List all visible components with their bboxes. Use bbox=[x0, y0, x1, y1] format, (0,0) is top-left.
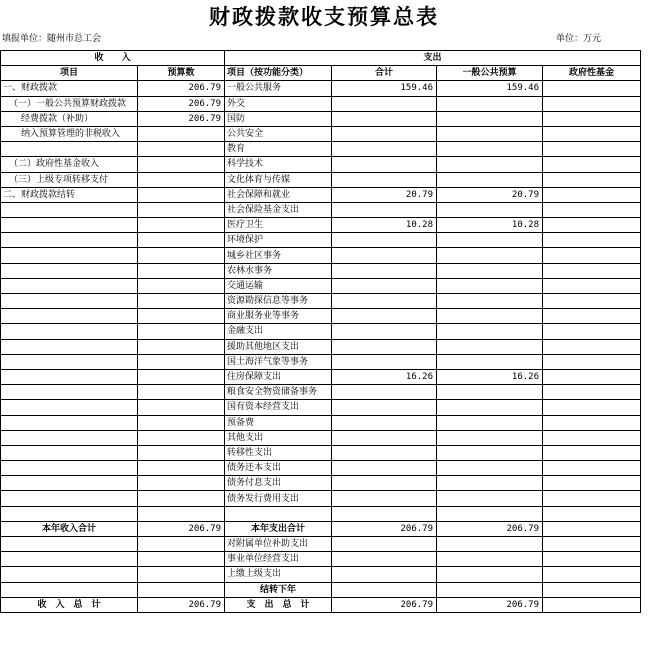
income-total-label: 收 入 总 计 bbox=[1, 597, 138, 612]
income-item bbox=[1, 248, 138, 263]
expense-fund bbox=[543, 111, 641, 126]
empty-cell bbox=[138, 552, 225, 567]
expense-total bbox=[332, 263, 437, 278]
expense-general bbox=[437, 445, 543, 460]
reporting-unit: 填报单位：随州市总工会 bbox=[2, 34, 102, 44]
income-amount bbox=[138, 142, 225, 157]
carry-forward-row bbox=[1, 582, 641, 597]
expense-item: 金融支出 bbox=[225, 324, 332, 339]
expense-general bbox=[437, 339, 543, 354]
expense-grand-total: 206.79 bbox=[332, 597, 437, 612]
income-amount bbox=[138, 506, 225, 521]
expense-total bbox=[332, 111, 437, 126]
expense-fund bbox=[543, 202, 641, 217]
income-amount bbox=[138, 309, 225, 324]
expense-item: 文化体育与传媒 bbox=[225, 172, 332, 187]
expense-total bbox=[332, 294, 437, 309]
expense-item: 社会保险基金支出 bbox=[225, 202, 332, 217]
col-header-budget: 预算数 bbox=[138, 66, 225, 81]
table-row bbox=[1, 111, 641, 126]
expense-fund bbox=[543, 491, 641, 506]
income-item bbox=[1, 415, 138, 430]
expense-total bbox=[332, 248, 437, 263]
expense-item: 环境保护 bbox=[225, 233, 332, 248]
expense-item: 住房保障支出 bbox=[225, 369, 332, 384]
expense-fund bbox=[543, 339, 641, 354]
table-row bbox=[1, 187, 641, 202]
expense-total bbox=[332, 354, 437, 369]
income-amount bbox=[138, 233, 225, 248]
expense-general bbox=[437, 157, 543, 172]
table-row bbox=[1, 461, 641, 476]
expense-item: 转移性支出 bbox=[225, 445, 332, 460]
expense-general bbox=[437, 202, 543, 217]
expense-general bbox=[437, 385, 543, 400]
expense-total: 159.46 bbox=[332, 81, 437, 96]
expense-total bbox=[332, 142, 437, 157]
income-item bbox=[1, 430, 138, 445]
income-item bbox=[1, 324, 138, 339]
income-item: 经费拨款（补助） bbox=[1, 111, 138, 126]
expense-general bbox=[437, 400, 543, 415]
year-expense-general: 206.79 bbox=[437, 521, 543, 536]
empty-cell bbox=[543, 582, 641, 597]
income-item: （二）政府性基金收入 bbox=[1, 157, 138, 172]
income-item bbox=[1, 506, 138, 521]
expense-general bbox=[437, 461, 543, 476]
expense-item: 公共安全 bbox=[225, 126, 332, 141]
table-row bbox=[1, 354, 641, 369]
income-item bbox=[1, 263, 138, 278]
income-item bbox=[1, 233, 138, 248]
expense-fund bbox=[543, 506, 641, 521]
income-item bbox=[1, 309, 138, 324]
table-row bbox=[1, 294, 641, 309]
expense-fund bbox=[543, 263, 641, 278]
expense-total bbox=[332, 172, 437, 187]
empty-cell bbox=[332, 552, 437, 567]
expense-fund bbox=[543, 415, 641, 430]
table-row bbox=[1, 476, 641, 491]
empty-cell bbox=[543, 552, 641, 567]
expense-item: 教育 bbox=[225, 142, 332, 157]
income-amount bbox=[138, 324, 225, 339]
expense-general bbox=[437, 172, 543, 187]
expense-total bbox=[332, 430, 437, 445]
empty-cell bbox=[543, 537, 641, 552]
income-amount bbox=[138, 491, 225, 506]
expense-general: 159.46 bbox=[437, 81, 543, 96]
income-amount bbox=[138, 400, 225, 415]
expense-general bbox=[437, 248, 543, 263]
expense-fund bbox=[543, 476, 641, 491]
expense-fund bbox=[543, 81, 641, 96]
table-row bbox=[1, 218, 641, 233]
expense-fund bbox=[543, 369, 641, 384]
table-row bbox=[1, 415, 641, 430]
table-body bbox=[1, 51, 641, 613]
income-amount: 206.79 bbox=[138, 96, 225, 111]
expense-item: 科学技术 bbox=[225, 157, 332, 172]
income-amount bbox=[138, 339, 225, 354]
expense-fund bbox=[543, 248, 641, 263]
expense-general bbox=[437, 354, 543, 369]
expense-general bbox=[437, 415, 543, 430]
table-row bbox=[1, 248, 641, 263]
expense-fund bbox=[543, 218, 641, 233]
empty-cell bbox=[437, 582, 543, 597]
expense-item: 国有资本经营支出 bbox=[225, 400, 332, 415]
col-header-item: 项目 bbox=[1, 66, 138, 81]
col-header-exp-item: 项目（按功能分类） bbox=[225, 66, 332, 81]
grand-total-row bbox=[1, 597, 641, 612]
expense-item: 上缴上级支出 bbox=[225, 567, 332, 582]
income-item: 纳入预算管理的非税收入 bbox=[1, 126, 138, 141]
expense-fund bbox=[543, 354, 641, 369]
empty-cell bbox=[543, 567, 641, 582]
empty-cell bbox=[1, 567, 138, 582]
income-amount bbox=[138, 278, 225, 293]
year-expense-fund bbox=[543, 521, 641, 536]
expense-fund bbox=[543, 430, 641, 445]
expense-fund bbox=[543, 126, 641, 141]
expense-general: 10.28 bbox=[437, 218, 543, 233]
col-header-general: 一般公共预算 bbox=[437, 66, 543, 81]
expense-general bbox=[437, 263, 543, 278]
table-row bbox=[1, 369, 641, 384]
expense-item: 国防 bbox=[225, 111, 332, 126]
expense-total bbox=[332, 506, 437, 521]
income-item: （一）一般公共预算财政拨款 bbox=[1, 96, 138, 111]
expense-item: 债务发行费用支出 bbox=[225, 491, 332, 506]
expense-total bbox=[332, 385, 437, 400]
expense-item: 医疗卫生 bbox=[225, 218, 332, 233]
col-header-fund: 政府性基金 bbox=[543, 66, 641, 81]
expense-item: 一般公共服务 bbox=[225, 81, 332, 96]
income-amount bbox=[138, 354, 225, 369]
expense-total bbox=[332, 324, 437, 339]
income-item: （三）上级专项转移支付 bbox=[1, 172, 138, 187]
table-row bbox=[1, 309, 641, 324]
income-amount bbox=[138, 430, 225, 445]
expense-general: 16.26 bbox=[437, 369, 543, 384]
expense-total: 20.79 bbox=[332, 187, 437, 202]
income-item bbox=[1, 202, 138, 217]
expense-general bbox=[437, 126, 543, 141]
expense-fund bbox=[543, 400, 641, 415]
expense-fund bbox=[543, 233, 641, 248]
expense-total bbox=[332, 461, 437, 476]
income-amount bbox=[138, 461, 225, 476]
expense-total bbox=[332, 202, 437, 217]
institution-operation-row bbox=[1, 552, 641, 567]
table-row bbox=[1, 445, 641, 460]
year-income-label: 本年收入合计 bbox=[1, 521, 138, 536]
expense-item: 预备费 bbox=[225, 415, 332, 430]
expense-total-label: 支 出 总 计 bbox=[225, 597, 332, 612]
expense-item: 债务还本支出 bbox=[225, 461, 332, 476]
expense-fund bbox=[543, 461, 641, 476]
income-amount: 206.79 bbox=[138, 81, 225, 96]
expense-fund bbox=[543, 142, 641, 157]
expense-total bbox=[332, 157, 437, 172]
year-income-amount: 206.79 bbox=[138, 521, 225, 536]
upper-remit-row bbox=[1, 567, 641, 582]
table-row bbox=[1, 339, 641, 354]
expense-total bbox=[332, 309, 437, 324]
budget-table bbox=[0, 50, 641, 613]
expense-fund bbox=[543, 157, 641, 172]
year-total-row bbox=[1, 521, 641, 536]
income-amount bbox=[138, 202, 225, 217]
expense-general bbox=[437, 324, 543, 339]
expense-total bbox=[332, 415, 437, 430]
empty-cell bbox=[437, 552, 543, 567]
expense-fund bbox=[543, 172, 641, 187]
expense-general bbox=[437, 111, 543, 126]
income-amount bbox=[138, 415, 225, 430]
income-item: 一、财政拨款 bbox=[1, 81, 138, 96]
group-header-row bbox=[1, 51, 641, 66]
income-amount: 206.79 bbox=[138, 111, 225, 126]
empty-cell bbox=[138, 537, 225, 552]
expense-total bbox=[332, 233, 437, 248]
income-item bbox=[1, 491, 138, 506]
expense-item: 援助其他地区支出 bbox=[225, 339, 332, 354]
expense-fund bbox=[543, 309, 641, 324]
carry-forward-label: 结转下年 bbox=[225, 582, 332, 597]
table-row bbox=[1, 430, 641, 445]
expense-fund bbox=[543, 385, 641, 400]
income-amount bbox=[138, 445, 225, 460]
expense-general bbox=[437, 430, 543, 445]
income-item bbox=[1, 461, 138, 476]
income-total-amount: 206.79 bbox=[138, 597, 225, 612]
expense-item: 粮食安全物资储备事务 bbox=[225, 385, 332, 400]
income-item: 二、财政拨款结转 bbox=[1, 187, 138, 202]
year-expense-total: 206.79 bbox=[332, 521, 437, 536]
income-amount bbox=[138, 126, 225, 141]
table-row bbox=[1, 491, 641, 506]
expense-fund bbox=[543, 324, 641, 339]
report-title: 财政拨款收支预算总表 bbox=[209, 4, 439, 29]
income-item bbox=[1, 339, 138, 354]
expense-item bbox=[225, 506, 332, 521]
expense-total bbox=[332, 278, 437, 293]
income-amount bbox=[138, 369, 225, 384]
expense-general bbox=[437, 142, 543, 157]
expense-general bbox=[437, 506, 543, 521]
income-amount bbox=[138, 294, 225, 309]
income-item bbox=[1, 445, 138, 460]
expense-total bbox=[332, 491, 437, 506]
table-row bbox=[1, 263, 641, 278]
empty-cell bbox=[138, 582, 225, 597]
income-amount bbox=[138, 476, 225, 491]
income-group-header: 收 入 bbox=[1, 51, 225, 66]
income-amount bbox=[138, 263, 225, 278]
expense-general bbox=[437, 309, 543, 324]
expense-item: 国土海洋气象等事务 bbox=[225, 354, 332, 369]
expense-fund bbox=[543, 294, 641, 309]
expense-total bbox=[332, 126, 437, 141]
table-row bbox=[1, 506, 641, 521]
empty-cell bbox=[437, 537, 543, 552]
expense-item: 农林水事务 bbox=[225, 263, 332, 278]
income-amount bbox=[138, 385, 225, 400]
table-row bbox=[1, 400, 641, 415]
expense-general bbox=[437, 278, 543, 293]
expense-item: 社会保障和就业 bbox=[225, 187, 332, 202]
expense-item: 对附属单位补助支出 bbox=[225, 537, 332, 552]
table-row bbox=[1, 126, 641, 141]
empty-cell bbox=[1, 582, 138, 597]
empty-cell bbox=[332, 582, 437, 597]
table-row bbox=[1, 233, 641, 248]
expense-fund bbox=[543, 278, 641, 293]
empty-cell bbox=[437, 567, 543, 582]
expense-general: 20.79 bbox=[437, 187, 543, 202]
empty-cell bbox=[332, 567, 437, 582]
expense-grand-fund bbox=[543, 597, 641, 612]
expense-item: 商业服务业等事务 bbox=[225, 309, 332, 324]
income-amount bbox=[138, 248, 225, 263]
empty-cell bbox=[1, 552, 138, 567]
income-item bbox=[1, 476, 138, 491]
expense-total bbox=[332, 339, 437, 354]
column-header-row bbox=[1, 66, 641, 81]
expense-grand-general: 206.79 bbox=[437, 597, 543, 612]
expense-total: 10.28 bbox=[332, 218, 437, 233]
table-row bbox=[1, 157, 641, 172]
income-item bbox=[1, 218, 138, 233]
expense-item: 资源勘探信息等事务 bbox=[225, 294, 332, 309]
expense-item: 债务付息支出 bbox=[225, 476, 332, 491]
expense-fund bbox=[543, 96, 641, 111]
income-amount bbox=[138, 218, 225, 233]
expense-general bbox=[437, 294, 543, 309]
income-amount bbox=[138, 187, 225, 202]
col-header-total: 合计 bbox=[332, 66, 437, 81]
income-item bbox=[1, 385, 138, 400]
income-item bbox=[1, 278, 138, 293]
table-row bbox=[1, 96, 641, 111]
income-item bbox=[1, 354, 138, 369]
table-row bbox=[1, 81, 641, 96]
table-row bbox=[1, 278, 641, 293]
expense-item: 事业单位经营支出 bbox=[225, 552, 332, 567]
expense-general bbox=[437, 233, 543, 248]
income-amount bbox=[138, 172, 225, 187]
income-item bbox=[1, 369, 138, 384]
expense-total bbox=[332, 476, 437, 491]
year-expense-label: 本年支出合计 bbox=[225, 521, 332, 536]
expense-item: 城乡社区事务 bbox=[225, 248, 332, 263]
table-row bbox=[1, 324, 641, 339]
income-item bbox=[1, 142, 138, 157]
subsidiary-subsidy-row bbox=[1, 537, 641, 552]
expense-total bbox=[332, 445, 437, 460]
table-row bbox=[1, 202, 641, 217]
expense-item: 其他支出 bbox=[225, 430, 332, 445]
expense-item: 外交 bbox=[225, 96, 332, 111]
expense-total: 16.26 bbox=[332, 369, 437, 384]
expense-general bbox=[437, 491, 543, 506]
expense-total bbox=[332, 96, 437, 111]
expense-fund bbox=[543, 445, 641, 460]
expense-general bbox=[437, 96, 543, 111]
expense-item: 交通运输 bbox=[225, 278, 332, 293]
expense-total bbox=[332, 400, 437, 415]
table-row bbox=[1, 385, 641, 400]
expense-general bbox=[437, 476, 543, 491]
income-item bbox=[1, 294, 138, 309]
income-amount bbox=[138, 157, 225, 172]
income-item bbox=[1, 400, 138, 415]
currency-unit: 单位：万元 bbox=[556, 34, 602, 44]
empty-cell bbox=[138, 567, 225, 582]
expense-fund bbox=[543, 187, 641, 202]
expense-group-header: 支出 bbox=[225, 51, 641, 66]
empty-cell bbox=[332, 537, 437, 552]
table-row bbox=[1, 142, 641, 157]
table-row bbox=[1, 172, 641, 187]
empty-cell bbox=[1, 537, 138, 552]
